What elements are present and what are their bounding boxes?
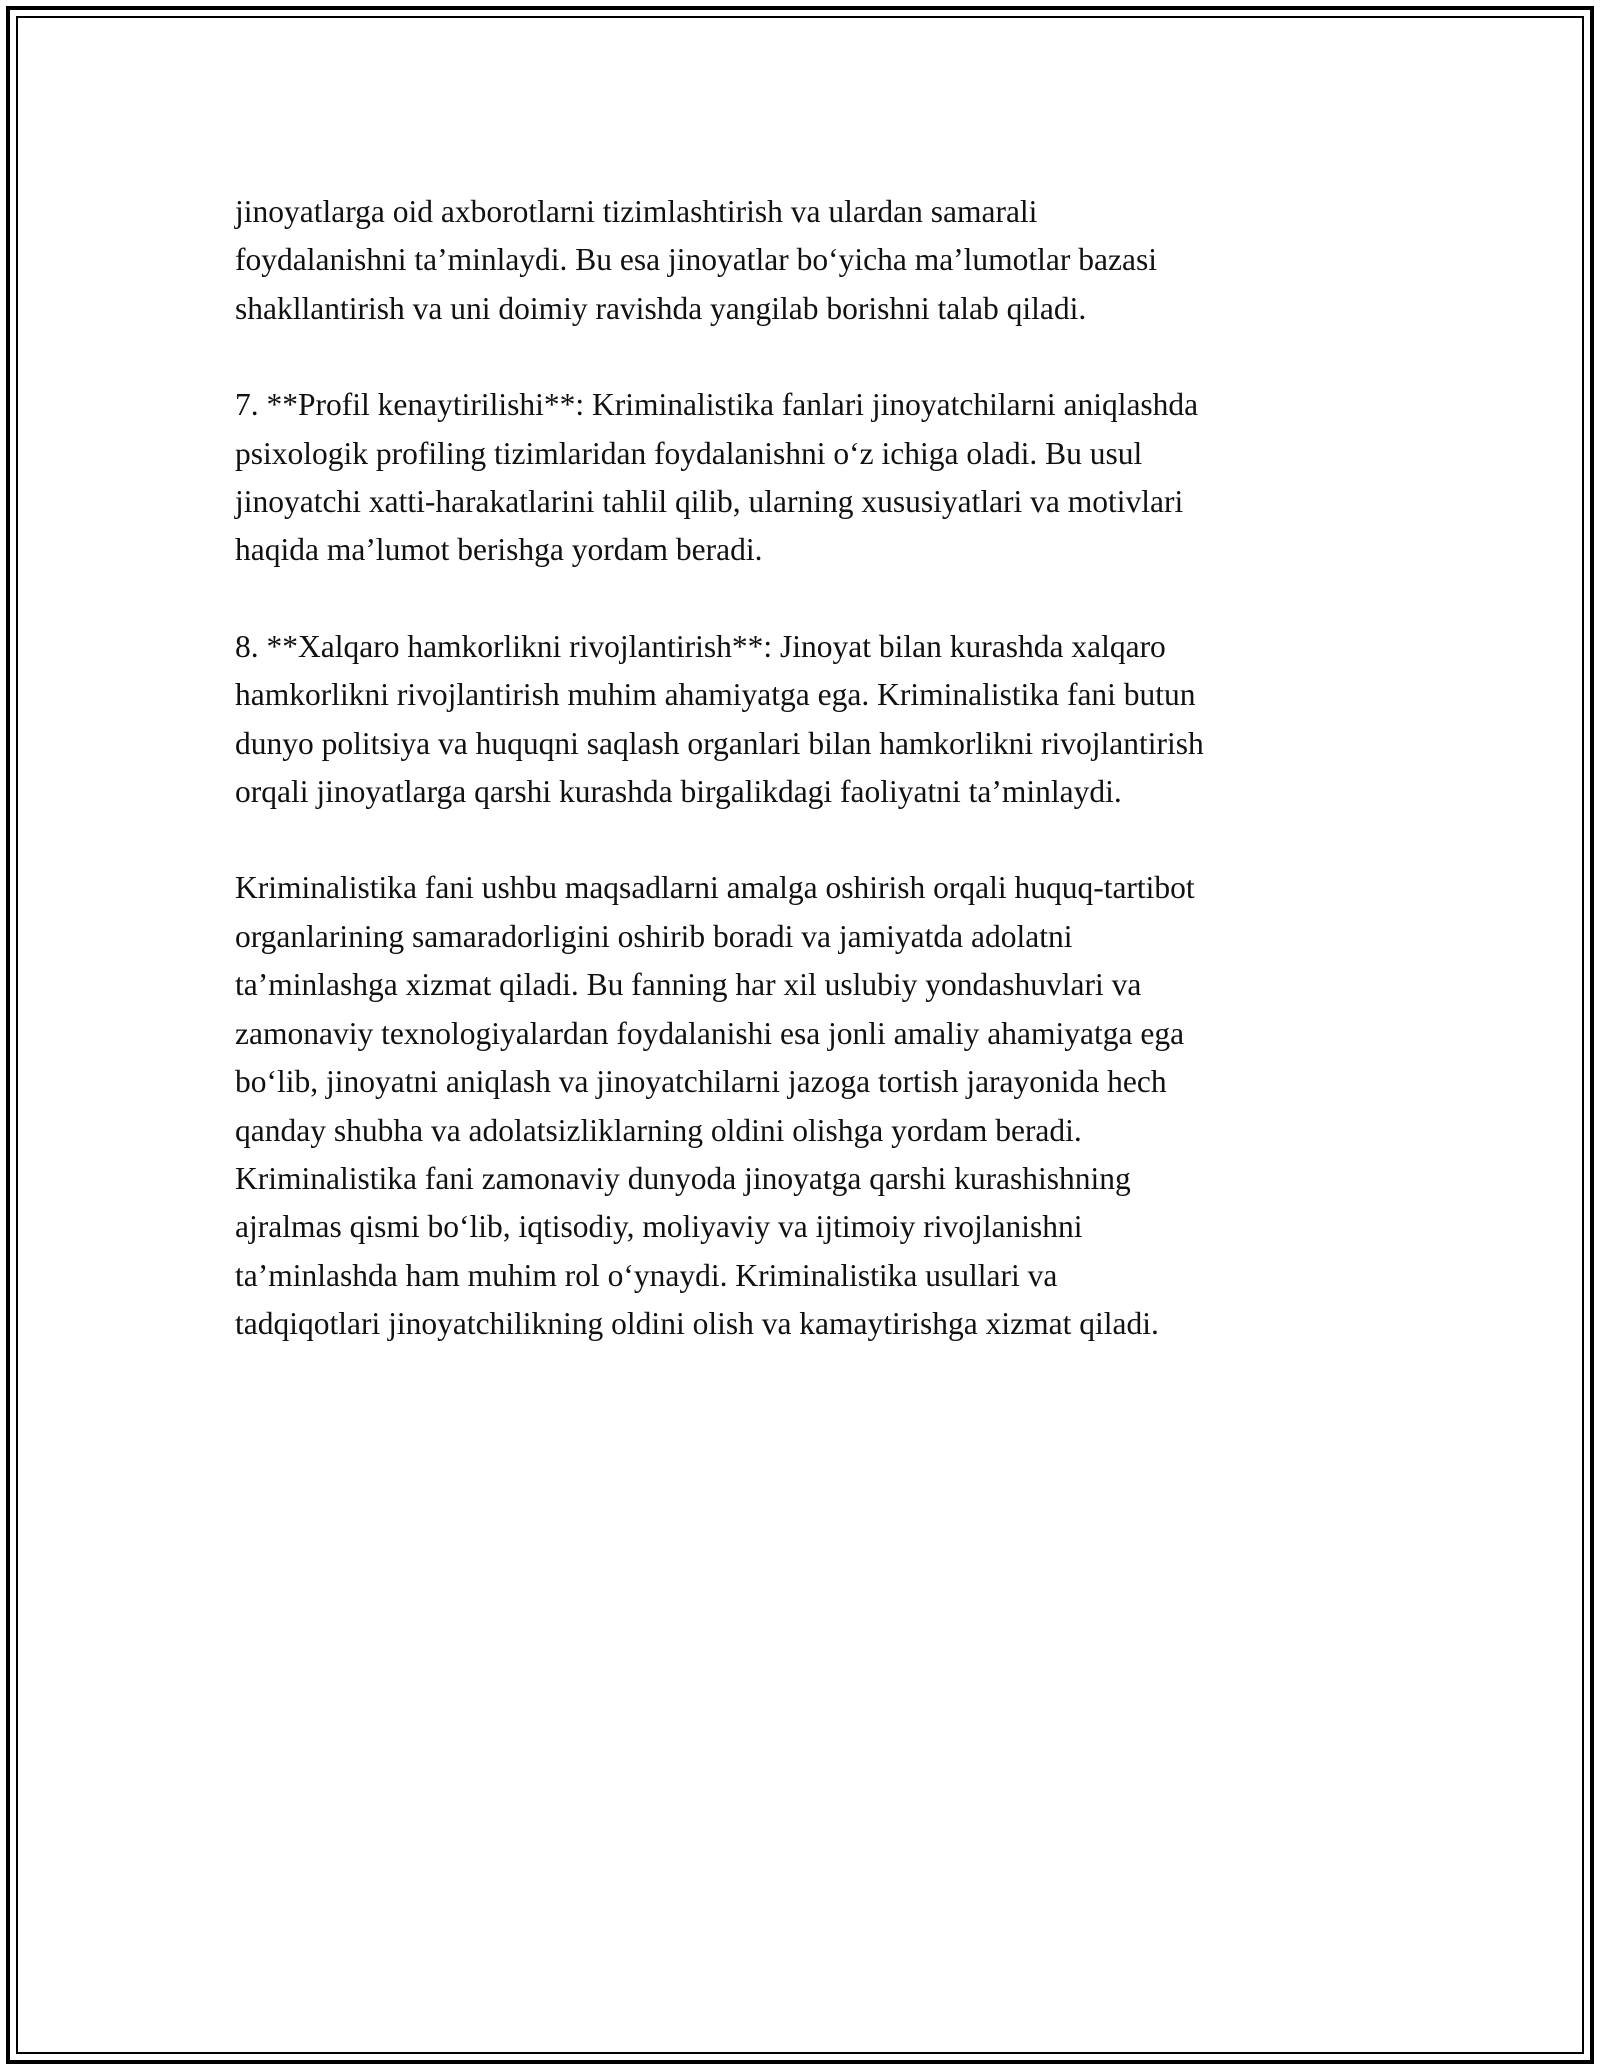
text-line: haqida ma’lumot berishga yordam beradi. <box>235 532 763 568</box>
text-line: ta’minlashga xizmat qiladi. Bu fanning har xil uslubiy yondashuvlari va <box>235 967 1142 1003</box>
text-line: shakllantirish va uni doimiy ravishda yangilab borishni talab qiladi. <box>235 290 1087 326</box>
text-line: orqali jinoyatlarga qarshi kurashda birgalikdagi faoliyatni ta’minlaydi. <box>235 774 1122 810</box>
text-line: qanday shubha va adolatsizliklarning oldini olishga yordam beradi. <box>235 1112 1082 1148</box>
text-line: organlarining samaradorligini oshirib boradi va jamiyatda adolatni <box>235 918 1073 954</box>
text-line: ajralmas qismi bo‘lib, iqtisodiy, moliyaviy va ijtimoiy rivojlanishni <box>235 1209 1083 1245</box>
text-line: tadqiqotlari jinoyatchilikning oldini olish va kamaytirishga xizmat qiladi. <box>235 1306 1159 1342</box>
text-line: foydalanishni ta’minlaydi. Bu esa jinoyatlar bo‘yicha ma’lumotlar bazasi <box>235 242 1157 278</box>
paragraph-item-7 <box>235 381 1375 575</box>
text-line: ta’minlashda ham muhim rol o‘ynaydi. Kriminalistika usullari va <box>235 1257 1058 1293</box>
text-line: Kriminalistika fani zamonaviy dunyoda jinoyatga qarshi kurashishning <box>235 1160 1131 1196</box>
paragraph-conclusion <box>235 864 1375 1348</box>
text-line: Kriminalistika fani ushbu maqsadlarni amalga oshirish orqali huquq-tartibot <box>235 870 1195 906</box>
text-line: jinoyatlarga oid axborotlarni tizimlashtirish va ulardan samarali <box>235 194 1038 229</box>
paragraph-item-8 <box>235 623 1375 817</box>
document-body <box>235 188 1375 1397</box>
text-line: zamonaviy texnologiyalardan foydalanishi esa jonli amaliy ahamiyatga ega <box>235 1015 1185 1051</box>
text-line: psixologik profiling tizimlaridan foydalanishni o‘z ichiga oladi. Bu usul <box>235 435 1143 471</box>
text-line: hamkorlikni rivojlantirish muhim ahamiyatga ega. Kriminalistika fani butun <box>235 677 1196 713</box>
text-line: 7. **Profil kenaytirilishi**: Kriminalistika fanlari jinoyatchilarni aniqlashda <box>235 387 1199 423</box>
text-line: 8. **Xalqaro hamkorlikni rivojlantirish**: Jinoyat bilan kurashda xalqaro <box>235 628 1166 664</box>
text-line: bo‘lib, jinoyatni aniqlash va jinoyatchilarni jazoga tortish jarayonida hech <box>235 1064 1167 1100</box>
text-line: jinoyatchi xatti-harakatlarini tahlil qilib, ularning xususiyatlari va motivlari <box>235 484 1184 520</box>
paragraph-continuation <box>235 188 1375 333</box>
text-line: dunyo politsiya va huquqni saqlash organlari bilan hamkorlikni rivojlantirish <box>235 725 1204 761</box>
